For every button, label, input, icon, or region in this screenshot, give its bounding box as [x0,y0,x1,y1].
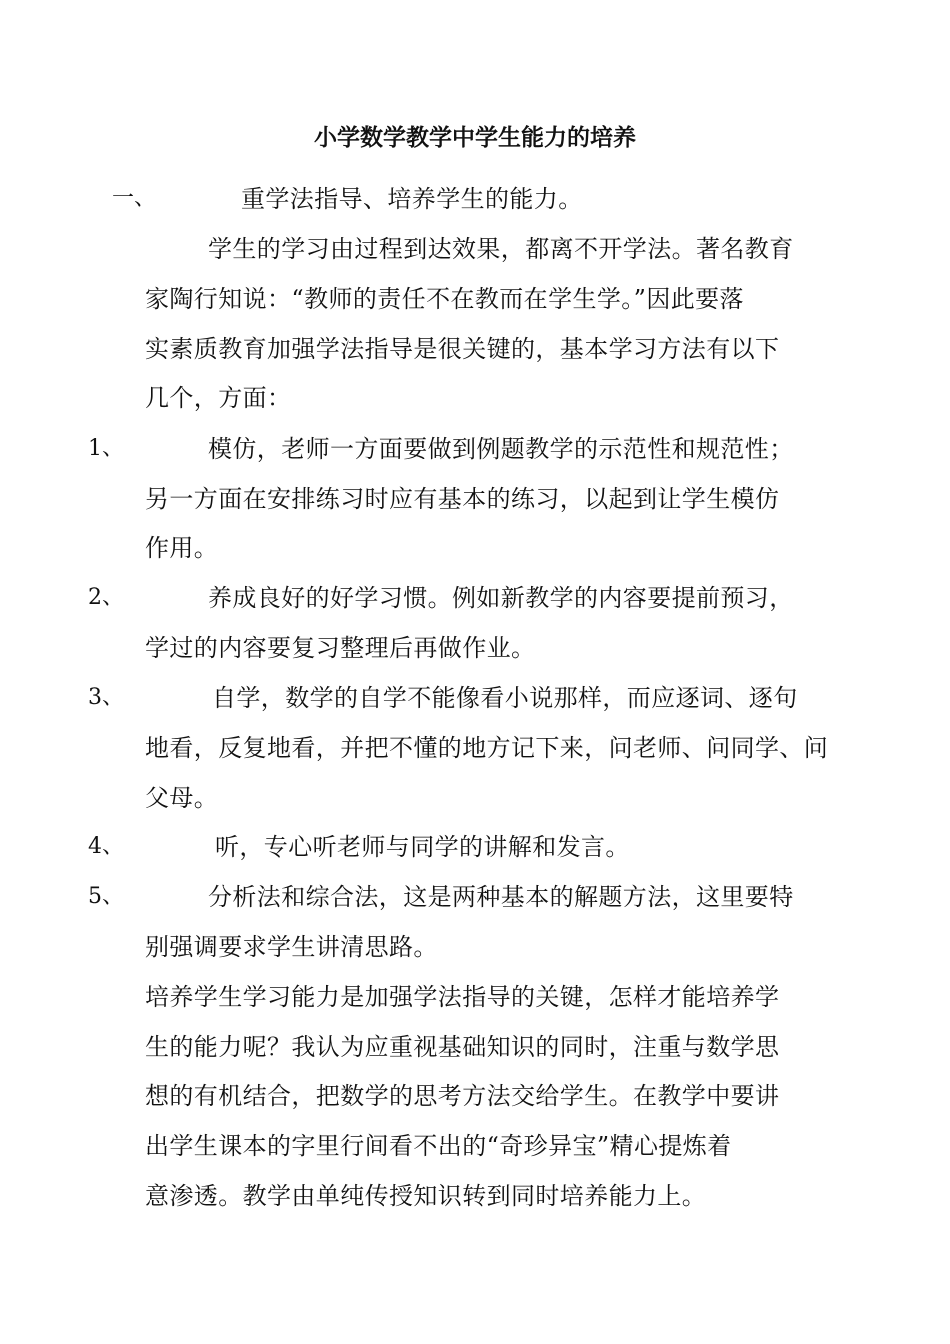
list-item-number: 3、 [88,685,124,710]
list-item-line: 分析法和综合法，这是两种基本的解题方法，这里要特 [208,883,794,911]
paragraph-line: 几个，方面： [145,384,292,412]
paragraph-line: 意渗透。教学由单纯传授知识转到同时培养能力上。 [145,1182,707,1210]
section-heading: 重学法指导、培养学生的能力。 [241,185,583,213]
paragraph-line: 生的能力呢？我认为应重视基础知识的同时，注重与数学思 [145,1033,780,1061]
list-item-line: 听，专心听老师与同学的讲解和发言。 [215,833,630,861]
list-item-number: 4、 [88,834,124,859]
list-item-line: 地看，反复地看，并把不懂的地方记下来，问老师、问同学、问 [145,734,829,762]
paragraph-line: 培养学生学习能力是加强学法指导的关键，怎样才能培养学 [145,983,780,1011]
list-item-line: 作用。 [145,534,219,562]
paragraph-line: 家陶行知说：“教师的责任不在教而在学生学。”因此要落 [145,285,744,313]
list-item-number: 5、 [88,884,124,909]
list-item-number: 2、 [88,585,124,610]
list-item-line: 学过的内容要复习整理后再做作业。 [145,634,536,662]
paragraph-line: 想的有机结合，把数学的思考方法交给学生。在教学中要讲 [145,1082,780,1110]
section-marker: 一、 [112,186,157,211]
paragraph-line: 学生的学习由过程到达效果，都离不开学法。著名教育 [208,235,794,263]
list-item-line: 自学，数学的自学不能像看小说那样，而应逐词、逐句 [212,684,798,712]
list-item-line: 养成良好的好学习惯。例如新教学的内容要提前预习， [208,584,794,612]
list-item-line: 父母。 [145,784,219,812]
list-item-number: 1、 [88,436,124,461]
document-title: 小学数学教学中学生能力的培养 [314,124,636,151]
list-item-line: 模仿，老师一方面要做到例题教学的示范性和规范性； [208,435,794,463]
list-item-line: 另一方面在安排练习时应有基本的练习，以起到让学生模仿 [145,485,780,513]
list-item-line: 别强调要求学生讲清思路。 [145,933,438,961]
paragraph-line: 实素质教育加强学法指导是很关键的，基本学习方法有以下 [145,335,780,363]
paragraph-line: 出学生课本的字里行间看不出的“奇珍异宝”精心提炼着 [145,1132,732,1160]
